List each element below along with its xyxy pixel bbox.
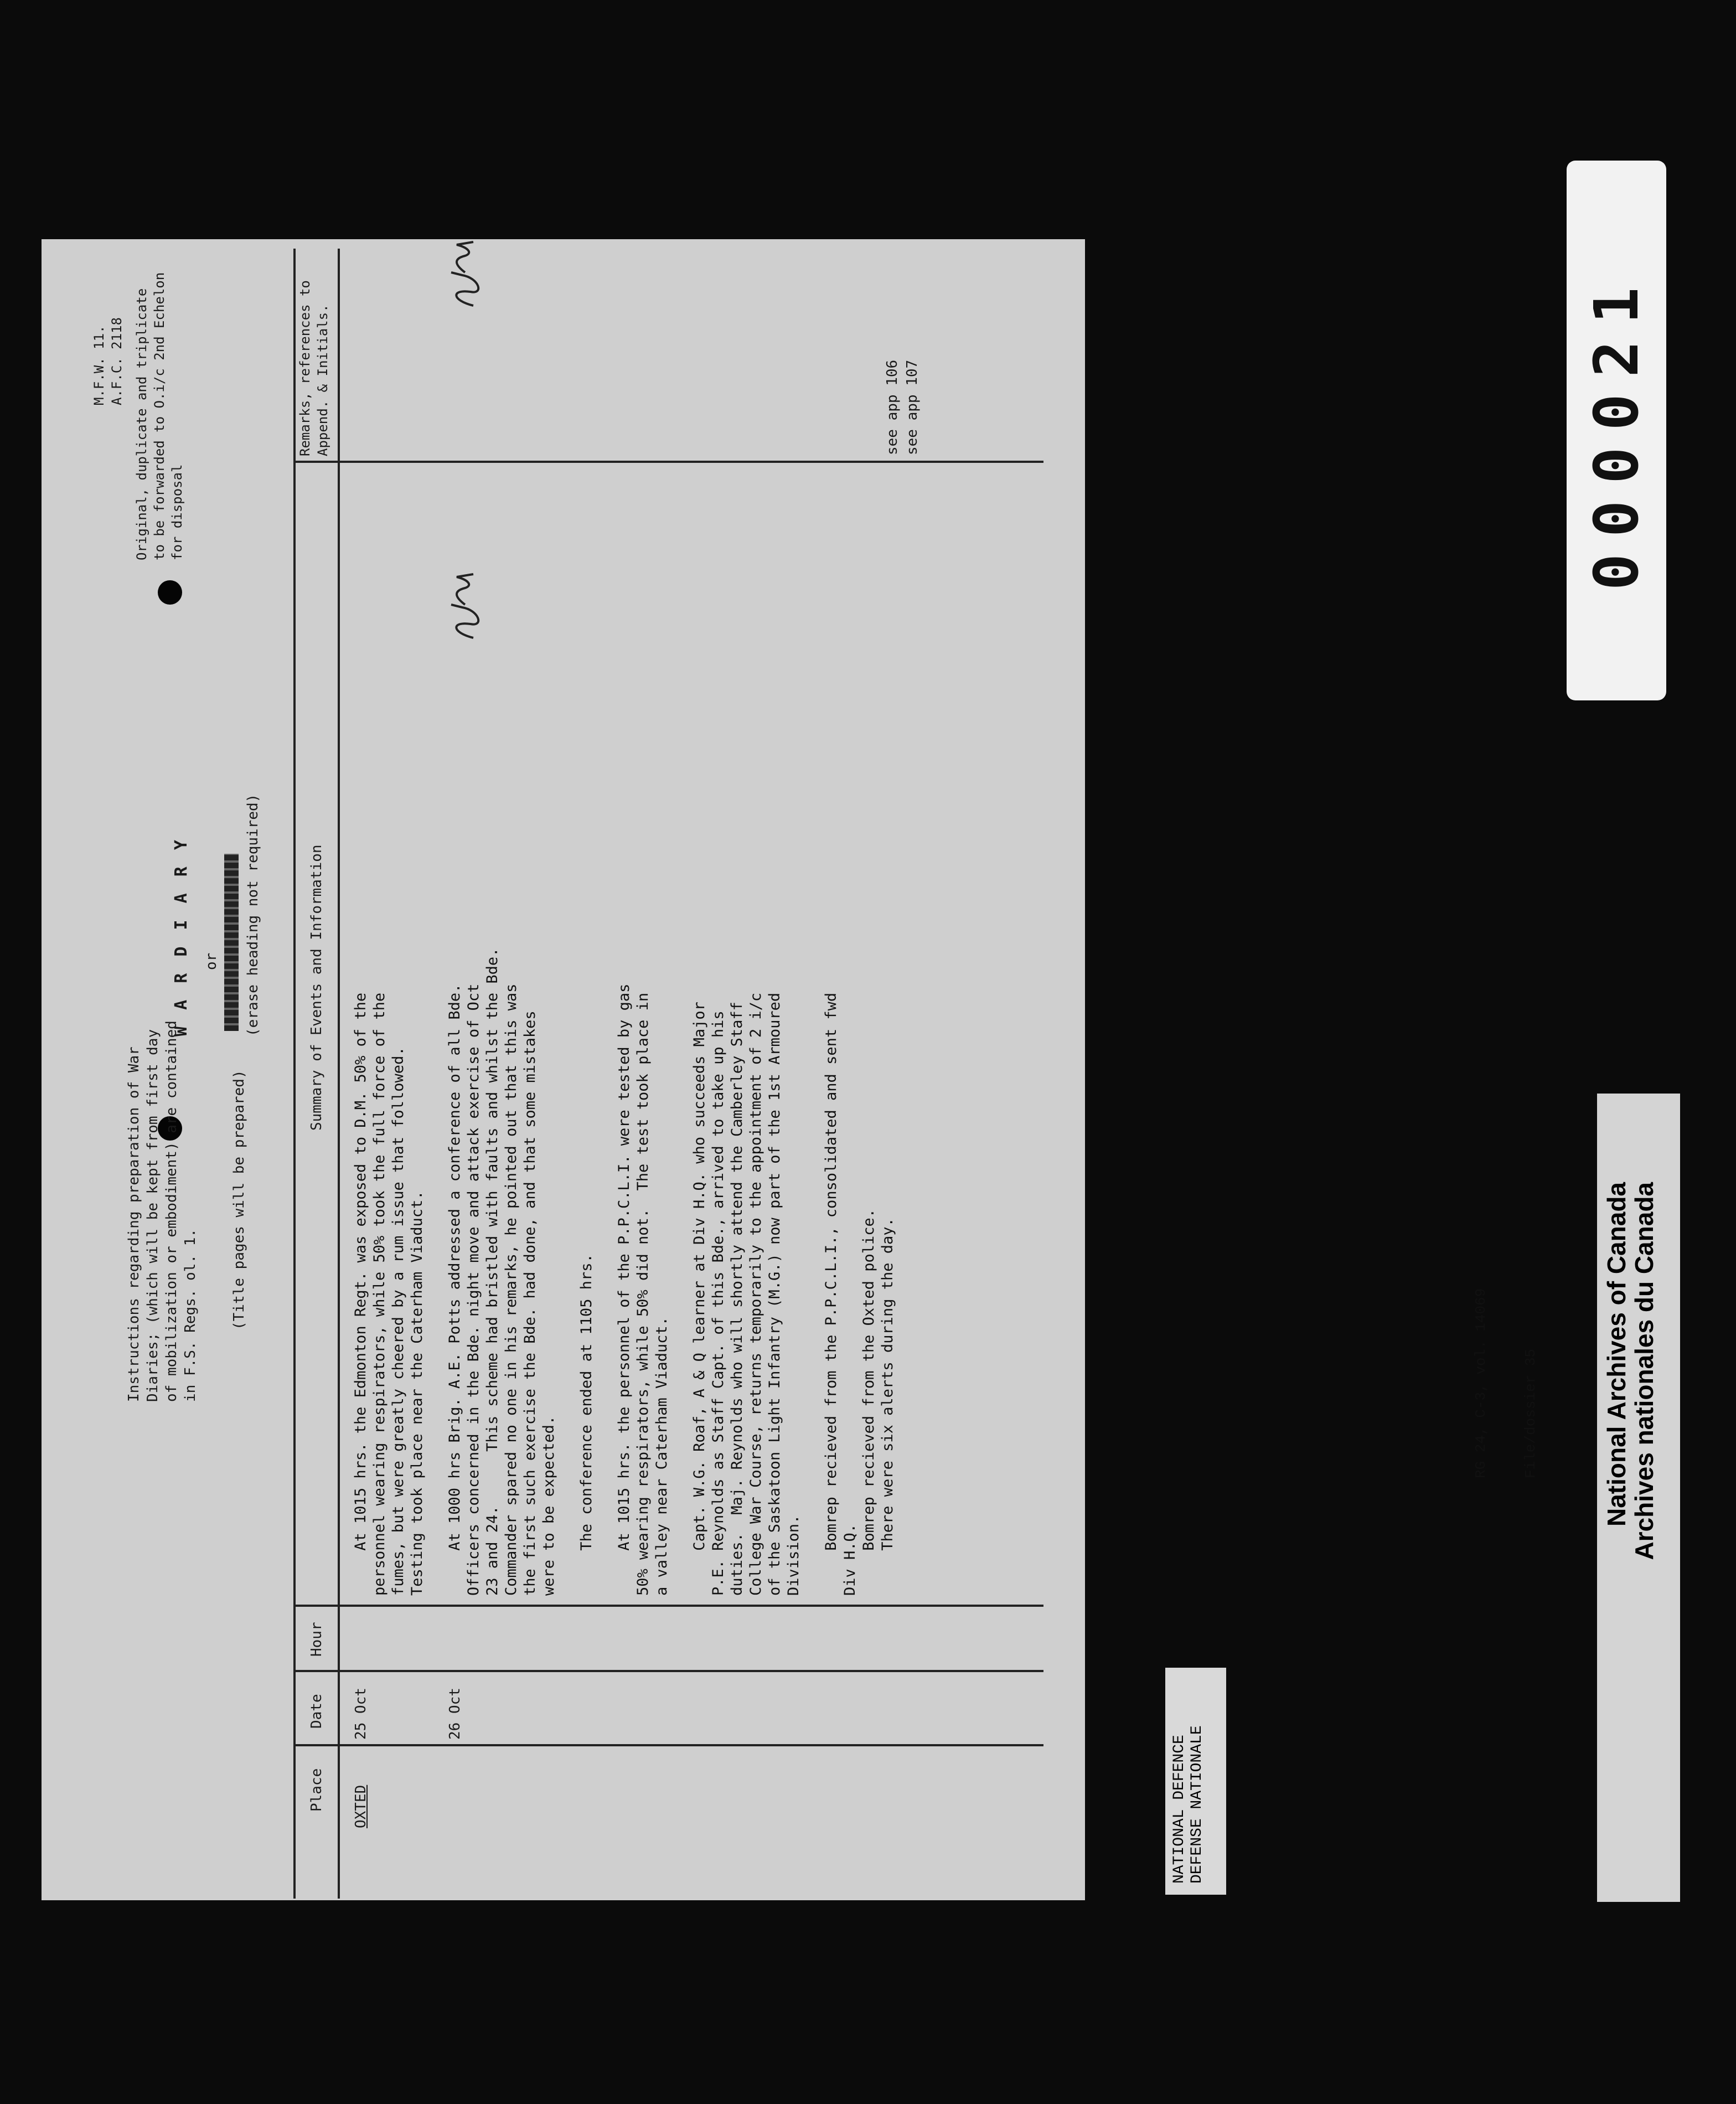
national-defence-label xyxy=(1165,1668,1226,1895)
form-reference: A.F.C. 2118 xyxy=(109,317,125,405)
national-archives-label xyxy=(1597,1094,1680,1902)
national-defence-text xyxy=(1165,1668,1212,1895)
entry-place: OXTED xyxy=(353,1785,369,1828)
disposal-note: to be forwarded to O.i/c 2nd Echelon xyxy=(152,272,167,560)
entry-date: 25 Oct xyxy=(353,1688,369,1740)
instructions-line: in F.S. Regs. ol. 1. xyxy=(182,1228,199,1402)
column-header-remarks: Append. & Initials. xyxy=(315,304,330,456)
column-header-place: Place xyxy=(308,1768,325,1812)
frame-number-box xyxy=(1567,161,1666,700)
instructions-line: of mobilization or embodiment) are contained xyxy=(163,1020,180,1402)
page-title: W A R D I A R Y xyxy=(172,837,191,1036)
national-defence-en: NATIONAL DEFENCE xyxy=(1171,1735,1188,1884)
column-divider xyxy=(293,461,1043,463)
entry-summary: At 1000 hrs Brig. A.E. Potts addressed a conference of all Bde. Officers concerned in the Bde. night move and attack exercise of Oct 23 and 24. This scheme had bristled with faults and whilst the Bde. Commander spared no one in his remarks, he pointed out that this was the first such exercise the Bde. had done, and that some mistakes were to be expected. The conference ended at 1105 hrs. At 1015 hrs. the personnel of the P.P.C.L.I. were tested by gas 50% wearing respirators, while 50% did not. The test took place in a valley near Caterham Viaduct. Capt. W.G. Roaf, A & Q learner at Div H.Q. who succeeds Major P.E. Reynolds as Staff Capt. of this Bde., arrived to take up his duties. Maj. Reynolds who will shortly attend the Camberley Staff College War Course, returns temporarily to the appointment of 2 i/c of the Saskatoon Light Infantry (M.G.) now part of the 1st Armoured Division. Bomrep recieved from the P.P.C.L.I., consolidated and sent fwd Div H.Q. Bomrep recieved from the Oxted police. There were six alerts during the day. xyxy=(446,947,896,1596)
frame-number: 000021 xyxy=(1581,270,1652,591)
column-header-summary: Summary of Events and Information xyxy=(308,844,325,1131)
column-header-date: Date xyxy=(308,1694,325,1729)
archives-name-en: National Archives of Canada xyxy=(1602,1182,1631,1527)
rg-volume: RG 24, C-3, vol. 14069 xyxy=(1472,1288,1489,1478)
column-divider xyxy=(293,1605,1043,1607)
column-divider xyxy=(293,1670,1043,1672)
table-top-rule xyxy=(293,249,296,1899)
disposal-note: Original, duplicate and triplicate xyxy=(134,288,149,560)
remarks-appendix: see app 106 xyxy=(884,359,901,455)
column-header-hour: Hour xyxy=(308,1622,325,1657)
header-bottom-rule xyxy=(338,249,340,1899)
title-pages-note: (Title pages will be prepared) xyxy=(231,1070,247,1330)
disposal-note: for disposal xyxy=(169,464,185,560)
rg-reference xyxy=(1439,1135,1539,1478)
form-reference: M.F.W. 11. xyxy=(91,325,107,405)
instructions-line: Instructions regarding preparation of War xyxy=(126,1046,142,1402)
entry-summary: At 1015 hrs. the Edmonton Regt. was exposed to D.M. 50% of the personnel wearing respirators, while 50% took the full force of the fumes, but were greatly cheered by a rum issue that followed. Testing took place near the Caterham Viaduct. xyxy=(352,992,426,1596)
initials-signature xyxy=(440,234,490,311)
rg-file: File/dossier 35 xyxy=(1522,1348,1539,1478)
punch-hole xyxy=(158,580,182,605)
instructions-line: Diaries; (which will be kept from first day xyxy=(144,1029,161,1402)
struck-out-heading xyxy=(224,854,239,1031)
entry-date: 26 Oct xyxy=(447,1688,463,1740)
remarks-appendix: see app 107 xyxy=(904,359,921,455)
national-defence-fr: DEFENSE NATIONALE xyxy=(1189,1725,1206,1884)
war-diary-page xyxy=(42,239,1085,1900)
initials-signature xyxy=(440,566,490,643)
column-header-remarks: Remarks, references to xyxy=(297,280,313,456)
war-diary-sheet xyxy=(42,239,1085,1900)
column-divider xyxy=(293,1744,1043,1746)
title-or: or xyxy=(203,952,220,970)
erase-note: (erase heading not required) xyxy=(245,793,261,1036)
archives-name-fr: Archives nationales du Canada xyxy=(1630,1182,1658,1560)
